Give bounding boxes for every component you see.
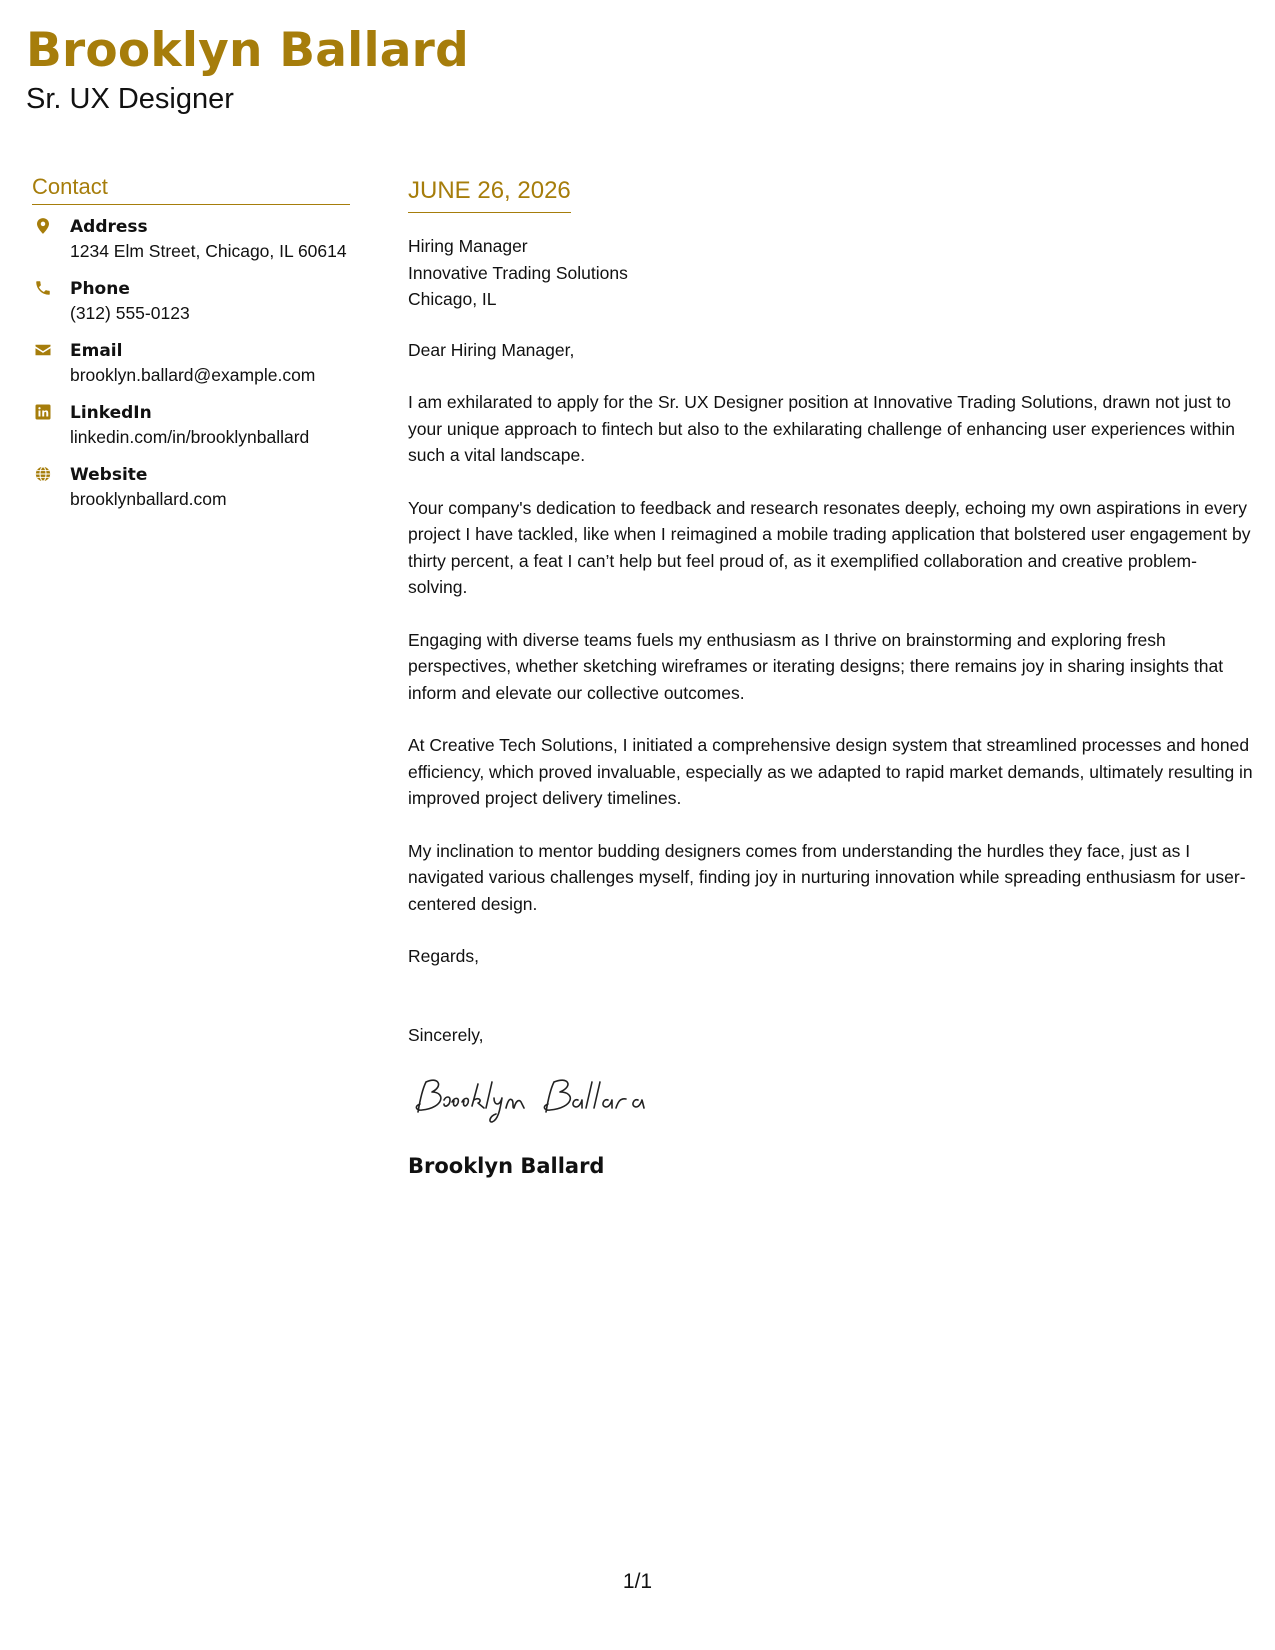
phone-value: (312) 555-0123 bbox=[70, 303, 190, 323]
letter-paragraph-2: Your company's dedication to feedback and research resonates deeply, echoing my own aspirations in every project I have tackled, like when I reimagined a mobile trading application that bolstered user engagement by thirty percent, a feat I can’t help but feel proud of, as it exemplified collaboration and creative problem-solving. bbox=[408, 497, 1251, 597]
letter-paragraph-5: My inclination to mentor budding designers comes from understanding the hurdles they face, just as I navigated various challenges myself, finding joy in nurturing innovation while spreading enthusiasm for user-centered design. bbox=[408, 840, 1246, 914]
recipient-block bbox=[408, 233, 1253, 313]
letter-date: JUNE 26, 2026 bbox=[408, 176, 571, 213]
page-number: 1/1 bbox=[622, 1570, 653, 1593]
address-label: Address bbox=[70, 217, 148, 237]
email-value[interactable]: brooklyn.ballard@example.com bbox=[70, 365, 316, 385]
linkedin-icon bbox=[34, 403, 52, 421]
recipient-line-2: Innovative Trading Solutions bbox=[408, 262, 628, 283]
letter-paragraph-3: Engaging with diverse teams fuels my enthusiasm as I thrive on brainstorming and exploring fresh perspectives, whether sketching wireframes or iterating designs; there remains joy in sharing insights that inform and elevate our collective outcomes. bbox=[408, 629, 1224, 703]
contact-item-phone bbox=[32, 277, 350, 325]
recipient-line-3: Chicago, IL bbox=[408, 289, 497, 309]
letter-greeting: Dear Hiring Manager, bbox=[408, 339, 575, 360]
cover-letter-body bbox=[408, 176, 1253, 1178]
phone-label: Phone bbox=[70, 279, 130, 299]
website-value[interactable]: brooklynballard.com bbox=[70, 489, 227, 509]
letter-sign-off: Sincerely, bbox=[408, 1024, 484, 1045]
contact-section-title: Contact bbox=[32, 174, 350, 205]
handwritten-signature bbox=[408, 1070, 1253, 1130]
email-label: Email bbox=[70, 341, 123, 361]
address-value: 1234 Elm Street, Chicago, IL 60614 bbox=[70, 241, 347, 261]
letter-paragraph-4: At Creative Tech Solutions, I initiated a comprehensive design system that streamlined processes and honed efficiency, which proved invaluable, especially as we adapted to rapid market demands, ultimately resulting in improved project delivery timelines. bbox=[408, 735, 1253, 808]
website-label: Website bbox=[70, 465, 148, 485]
signed-name: Brooklyn Ballard bbox=[408, 1154, 605, 1178]
applicant-title: Sr. UX Designer bbox=[26, 83, 234, 115]
phone-icon bbox=[34, 279, 52, 297]
envelope-icon bbox=[34, 341, 52, 359]
signature-image bbox=[408, 1070, 668, 1130]
applicant-name: Brooklyn Ballard bbox=[26, 23, 469, 78]
letter-closing: Regards, bbox=[408, 946, 480, 966]
recipient-line-1: Hiring Manager bbox=[408, 236, 528, 256]
contact-item-email bbox=[32, 339, 350, 387]
linkedin-value[interactable]: linkedin.com/in/brooklynballard bbox=[70, 427, 310, 447]
contact-sidebar bbox=[32, 174, 350, 525]
contact-item-address bbox=[32, 215, 350, 263]
globe-icon bbox=[34, 465, 52, 483]
letter-paragraph-1: I am exhilarated to apply for the Sr. UX Designer position at Innovative Trading Solutions, drawn not just to your unique approach to fintech but also to the exhilarating challenge of enhancing user experiences within such a vital landscape. bbox=[408, 392, 1235, 465]
map-pin-icon bbox=[34, 217, 52, 235]
contact-item-linkedin bbox=[32, 401, 350, 449]
contact-item-website bbox=[32, 463, 350, 511]
linkedin-label: LinkedIn bbox=[70, 403, 152, 423]
resume-header bbox=[26, 22, 469, 116]
